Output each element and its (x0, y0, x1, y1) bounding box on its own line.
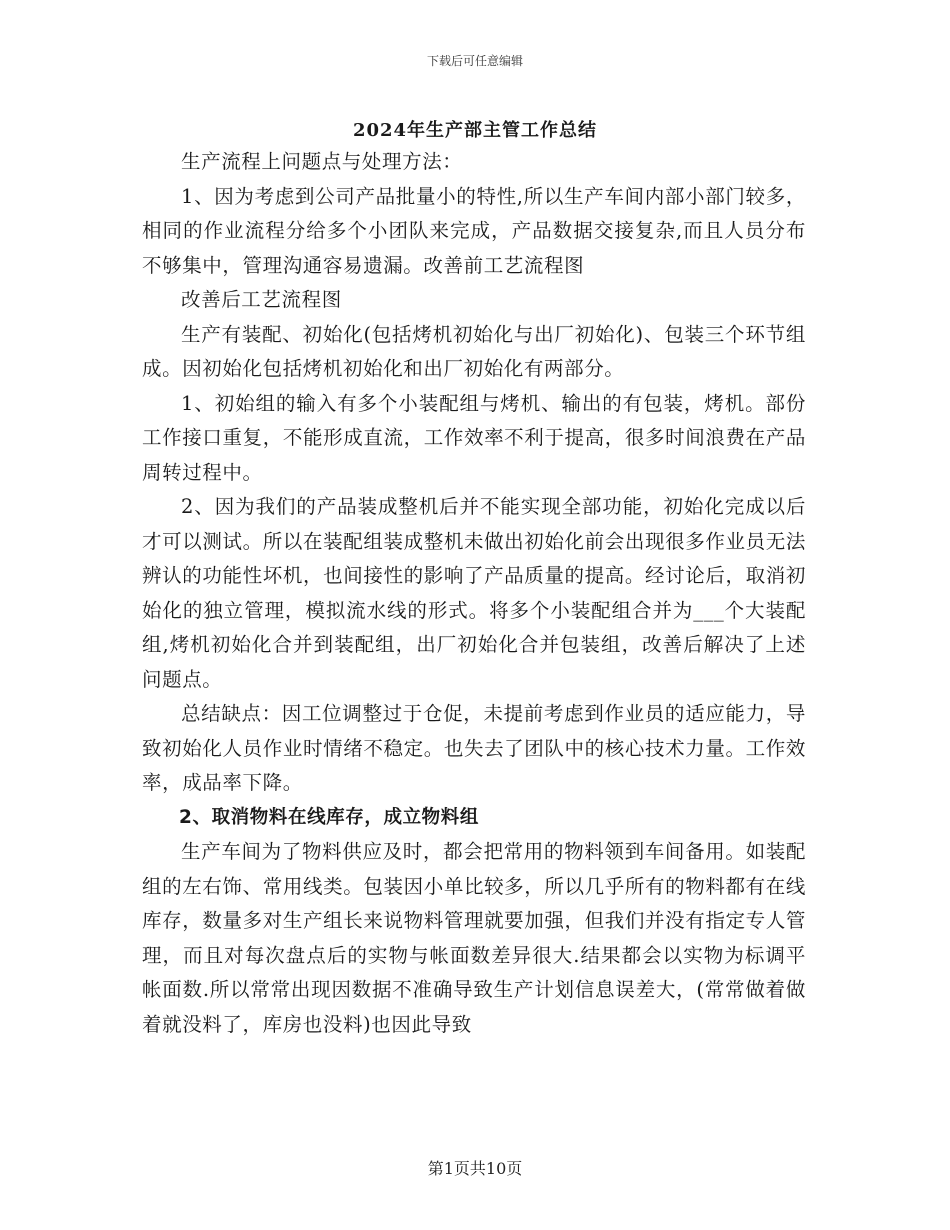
paragraph-item-1-departments: 1、因为考虑到公司产品批量小的特性,所以生产车间内部小部门较多，相同的作业流程分给多个小团队来完成，产品数据交接复杂,而且人员分布不够集中，管理沟通容易遗漏。改善前工艺流程图 (142, 184, 806, 277)
paragraph-item-1-init-group: 1、初始组的输入有多个小装配组与烤机、输出的有包装，烤机。部份工作接口重复，不能形成直流，工作效率不利于提高，很多时间浪费在产品周转过程中。 (142, 391, 806, 484)
page-header-note: 下载后可任意编辑 (426, 54, 523, 68)
document-title: 2024年生产部主管工作总结 (352, 120, 598, 141)
paragraph-summary-shortcomings: 总结缺点：因工位调整过于仓促，未提前考虑到作业员的适应能力，导致初始化人员作业时情绪不稳定。也失去了团队中的核心技术力量。工作效率，成品率下降。 (142, 702, 806, 794)
paragraph-production-stages: 生产有装配、初始化(包括烤机初始化与出厂初始化)、包装三个环节组成。因初始化包括烤机初始化和出厂初始化有两部分。 (142, 322, 806, 380)
paragraph-material-inventory: 生产车间为了物料供应及时，都会把常用的物料领到车间备用。如装配组的左右饰、常用线类。包装因小单比较多，所以几乎所有的物料都有在线库存，数量多对生产组长来说物料管理就要加强，但我们并没有指定专人管理，而且对每次盘点后的实物与帐面数差异很大.结果都会以实物为标调平帐面数.所以常常出现因数据不准确导致生产计划信息误差大，(常常做着做着就没料了，库房也没料)也因此导致 (142, 840, 806, 1036)
document-body (142, 145, 806, 1042)
paragraph-item-2-testing: 2、因为我们的产品装成整机后并不能实现全部功能，初始化完成以后才可以测试。所以在装配组装成整机未做出初始化前会出现很多作业员无法辨认的功能性坏机，也间接性的影响了产品质量的提高。经讨论后，取消初始化的独立管理，模拟流水线的形式。将多个小装配组合并为___个大装配组,烤机初始化合并到装配组，出厂初始化合并包装组，改善后解决了上述问题点。 (142, 495, 806, 691)
page-footer-number: 第1页共10页 (427, 1159, 523, 1178)
paragraph-improved-flowchart: 改善后工艺流程图 (181, 288, 342, 311)
section-heading-material-group: 2、取消物料在线库存，成立物料组 (179, 806, 479, 828)
paragraph-problems-intro: 生产流程上问题点与处理方法： (181, 150, 463, 173)
